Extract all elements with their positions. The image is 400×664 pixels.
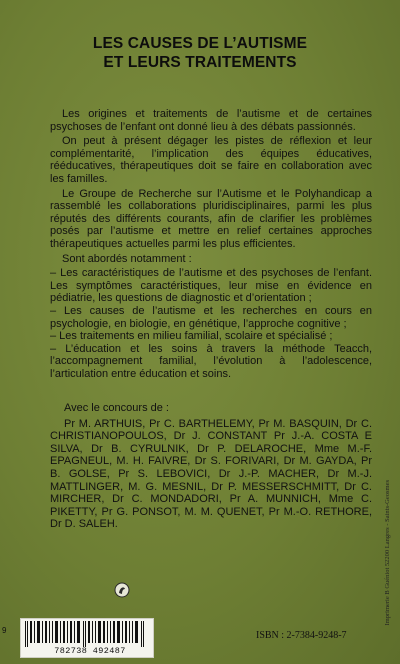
publisher-logo-icon xyxy=(114,582,130,598)
blurb-paragraph-3: Le Groupe de Recherche sur l’Autisme et le Polyhandicap a rassemblé les collaborations pluridisciplinaires, parmi les plus réputés des différents courants, afin de clarifier les problèmes posés par l’autisme et mettre en relief certaines approches thérapeutiques actuelles parmi les plus efficientes. xyxy=(50,187,372,250)
contributors-names: Pr M. ARTHUIS, Pr C. BARTHELEMY, Pr M. BASQUIN, Dr C. CHRISTIANOPOULOS, Dr J. CONSTANT Pr J.-A. COSTA E SILVA, Dr B. CYRULNIK, Dr P. DELAROCHE, Mme M.-F. EPAGNEUL, M. H. FAIVRE, Dr S. FORIVARI, Dr M. GAYDA, Pr B. GOLSE, Pr S. LEBOVICI, Dr J.-P. MACHER, Dr M.-J. MATTLINGER, M. G. MESNIL, Dr P. MESSERSCHMITT, Dr C. MIRCHER, Dr C. MONDADORI, Pr A. MUNNICH, Mme C. PIKETTY, Pr G. PONSOT, M. M. QUENET, Pr M.-O. RETHORE, Dr D. SALEH. xyxy=(50,417,372,531)
barcode-bars-icon xyxy=(25,621,149,647)
blurb-paragraph-2: On peut à présent dégager les pistes de réflexion et leur complémentarité, l’implication des équipes éducatives, rééducatives, thérapeutiques doit se faire en collaboration avec les familles. xyxy=(50,135,372,185)
contributors xyxy=(50,402,372,531)
title-line-1: LES CAUSES DE L’AUTISME xyxy=(92,35,308,52)
blurb-paragraph-1: Les origines et traitements de l’autisme et de certaines psychoses de l’enfant ont donné lieu à des débats passionnés. xyxy=(50,108,372,133)
blurb-paragraph-4: Sont abordés notamment : xyxy=(62,252,192,265)
isbn: ISBN : 2-7384-9248-7 xyxy=(256,630,347,641)
barcode-number: 782738 492487 xyxy=(54,646,126,656)
topic-item-2: – Les causes de l’autisme et les recherches en cours en psychologie, en biologie, en génétique, l’approche cognitive ; xyxy=(50,304,372,330)
contributors-intro: Avec le concours de : xyxy=(64,402,169,414)
topic-item-4: – L’éducation et les soins à travers la méthode Teacch, l’accompagnement familial, l’évolution à l’adolescence, l’articulation entre éducation et soins. xyxy=(50,342,372,380)
barcode-lead-digit: 9 xyxy=(2,626,7,635)
topic-item-1: – Les caractéristiques de l’autisme et des psychoses de l’enfant. Les symptômes caractéristiques, leur mise en évidence en pédiatrie, les questions de diagnostic et d’orientation ; xyxy=(50,267,372,305)
barcode xyxy=(20,618,154,658)
topic-item-3: – Les traitements en milieu familial, scolaire et spécialisé ; xyxy=(50,330,333,343)
title-line-2: ET LEURS TRAITEMENTS xyxy=(103,54,297,71)
blurb xyxy=(50,108,372,380)
book-title xyxy=(0,34,400,72)
printer-credit: Imprimerie B Guéniot 52200 Langres - Saints-Geosmes xyxy=(384,480,391,626)
